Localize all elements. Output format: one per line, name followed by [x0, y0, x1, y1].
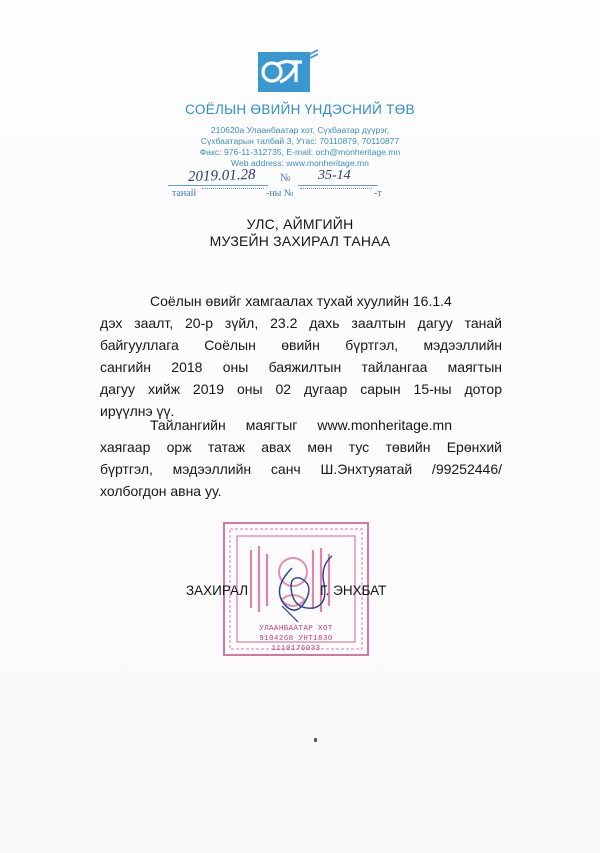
organization-name: СОЁЛЫН ӨВИЙН ҮНДЭСНИЙ ТӨВ [185, 102, 415, 117]
stamp-code: 9104268 [259, 635, 294, 643]
stamp-code: 1110176033 [271, 645, 321, 653]
stamp-code: УНТ1830 [298, 635, 333, 643]
paragraph-line: байгууллага Соёлын өвийн бүртгэл, мэдээллийн [100, 337, 502, 353]
sot-logo-icon [256, 48, 320, 96]
paragraph-line: хаягаар орж татаж авах мөн тус төвийн Ерөнхий [100, 439, 502, 455]
reply-number-blank [300, 188, 372, 189]
signatory-title: ЗАХИРАЛ [186, 583, 249, 598]
addressee-line: УЛС, АЙМГИЙН [246, 216, 354, 232]
paragraph-line: Соёлын өвийг хамгаалах тухай хуулийн 16.1.4 [150, 293, 452, 309]
reply-reference-row [172, 188, 432, 202]
page-mark [314, 738, 317, 742]
address-line: Факс: 976-11-312735, E-mail: och@monheritage.mn [199, 147, 401, 157]
addressee-line: МУЗЕЙН ЗАХИРАЛ ТАНАА [209, 233, 391, 249]
stamp-city: УЛААНБААТАР ХОТ [259, 625, 333, 633]
reference-date: 2019.01.28 [187, 166, 256, 186]
signatory-name: Г. ЭНХБАТ [320, 583, 387, 598]
body-paragraph-1 [100, 290, 502, 422]
reply-prefix: танай [172, 188, 197, 199]
reply-suffix: -т [374, 188, 382, 199]
reference-number-underline [298, 185, 378, 186]
stamp-codes [236, 635, 356, 643]
reference-row [168, 168, 428, 188]
paragraph-line: Тайлангийн маягтыг www.monheritage.mn [150, 417, 452, 433]
paragraph-line: холбогдон авна уу. [100, 483, 222, 499]
address-line: Web address: www.monheritage.mn [231, 158, 369, 168]
paragraph-line: ирүүлнэ үү. [100, 403, 175, 419]
paragraph-line: бүртгэл, мэдээллийн санч Ш.Энхтуяатай /99252446/ [100, 461, 502, 477]
reference-number-label: № [280, 172, 291, 184]
paragraph-line: сангийн 2018 оны баяжилтын тайлангаа маягтын [100, 359, 502, 375]
paragraph-line: дагуу хийж 2019 оны 02 дугаар сарын 15-ны дотор [100, 381, 502, 397]
address-line: Сүхбаатарын талбай 3, Утас: 70110879, 70110877 [200, 136, 400, 146]
reference-number: 35-14 [318, 168, 351, 183]
reply-middle: -ны № [266, 188, 294, 199]
paragraph-line: дэх заалт, 20-р зүйл, 23.2 дахь заалтын дагуу танай [100, 315, 502, 331]
body-paragraph-2 [100, 414, 502, 502]
reference-date-underline [168, 185, 268, 186]
address-line: 210620а Улаанбаатар хот, Сүхбаатар дүүрэг, [210, 125, 390, 135]
reply-date-blank [202, 188, 264, 189]
